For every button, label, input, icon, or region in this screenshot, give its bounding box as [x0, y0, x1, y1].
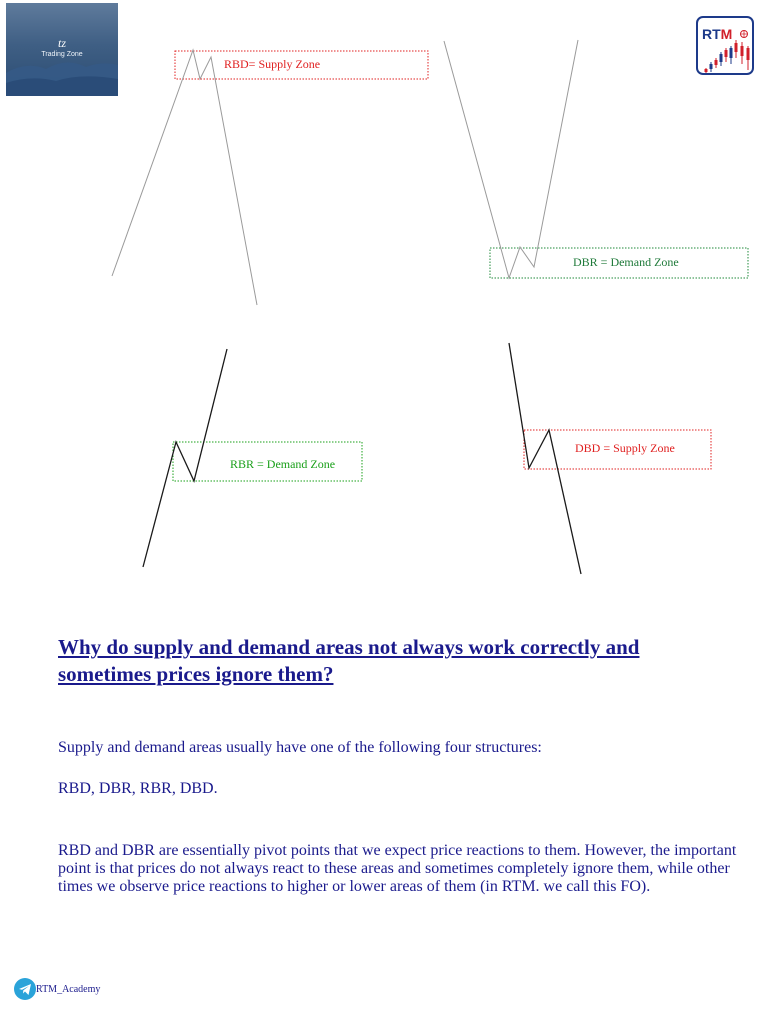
- intro-paragraph: Supply and demand areas usually have one of the following four structures:: [58, 739, 542, 756]
- trading-zone-brand: Trading Zone: [41, 51, 83, 58]
- structures-list: RBD, DBR, RBR, DBD.: [58, 780, 218, 797]
- rbr-price-line: [143, 349, 227, 567]
- footer-telegram-link[interactable]: [14, 977, 100, 1001]
- tz-mark-icon: tz: [57, 36, 66, 50]
- dbr-zone-label: DBR = Demand Zone: [573, 255, 679, 269]
- rtm-logo-text: RTM: [702, 26, 733, 42]
- telegram-icon: [14, 978, 36, 1000]
- rbr-zone-label: RBR = Demand Zone: [230, 457, 336, 471]
- dbd-price-line: [509, 343, 581, 574]
- explanation-paragraph: RBD and DBR are essentially pivot points that we expect price reactions to them. However, the important point is that prices do not always react to these areas and sometimes completely ignore them, while other times we observe price reactions to higher or lower areas of them (in RTM. we call this FO).: [58, 842, 737, 895]
- dbd-zone-label: DBD = Supply Zone: [575, 441, 675, 455]
- dbr-price-line: [444, 40, 578, 278]
- telegram-handle: RTM_Academy: [36, 983, 101, 995]
- rbd-price-line: [112, 50, 257, 305]
- rbd-zone-label: RBD= Supply Zone: [224, 57, 321, 71]
- page-title: Why do supply and demand areas not always work correctly and sometimes prices ignore them?: [58, 635, 640, 686]
